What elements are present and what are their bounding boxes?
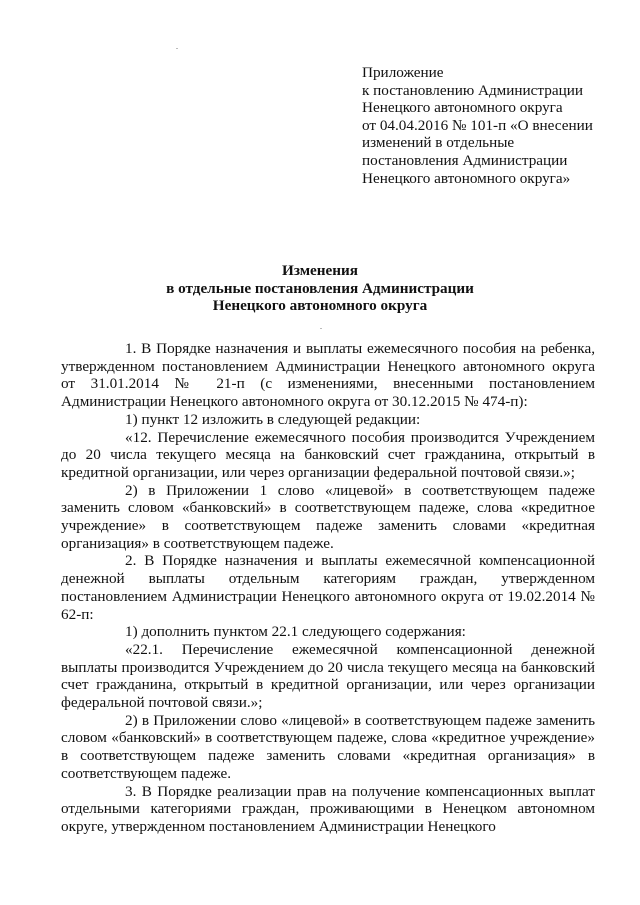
- title-line: Ненецкого автономного округа: [212, 297, 428, 315]
- document-body: [61, 340, 595, 836]
- appendix-line: Ненецкого автономного округа»: [362, 169, 571, 187]
- scan-speck: [320, 328, 322, 329]
- paragraph: 1. В Порядке назначения и выплаты ежемесячного пособия на ребенка, утвержденном постановлением Администрации Ненецкого автономного округа от 31.01.2014 № 21-п (с изменениями, внесенными постановлением Администрации Ненецкого автономного округа от 30.12.2015 № 474-п):: [61, 340, 595, 411]
- title-line: Изменения: [282, 262, 358, 279]
- paragraph: 1) дополнить пунктом 22.1 следующего содержания:: [125, 623, 466, 641]
- appendix-line: постановления Администрации: [362, 151, 568, 169]
- appendix-line: от 04.04.2016 № 101-п «О внесении: [362, 116, 593, 134]
- paragraph: 2. В Порядке назначения и выплаты ежемесячной компенсационной денежной выплаты отдельным категориям граждан, утвержденном постановлением Администрации Ненецкого автономного округа от 19.02.2014 № 62-п:: [61, 552, 595, 623]
- paragraph: 2) в Приложении 1 слово «лицевой» в соответствующем падеже заменить словом «банковский» в соответствующем падеже, слова «кредитное учреждение» в соответствующем падеже заменить словами «кредитная организация» в соответствующем падеже.: [61, 481, 595, 552]
- title-line: в отдельные постановления Администрации: [166, 279, 474, 297]
- scan-speck: [176, 48, 178, 49]
- appendix-line: Ненецкого автономного округа: [362, 99, 563, 117]
- appendix-header: [362, 64, 622, 187]
- paragraph: 3. В Порядке реализации прав на получение компенсационных выплат отдельными категориями граждан, проживающими в Ненецком автономном округе, утвержденном постановлением Администрации Ненецкого: [61, 782, 595, 835]
- document-title: [60, 262, 580, 315]
- paragraph: «22.1. Перечисление ежемесячной компенсационной денежной выплаты производится Учреждением до 20 числа текущего месяца на банковский счет гражданина, открытый в кредитной организации, или через организации федеральной почтовой связи.»;: [61, 640, 595, 712]
- appendix-line: изменений в отдельные: [362, 134, 515, 152]
- appendix-line: Приложение: [362, 64, 444, 81]
- paragraph: «12. Перечисление ежемесячного пособия производится Учреждением до 20 числа текущего месяца на банковский счет гражданина, открытый в кредитной организации, или через организации федеральной почтовой связи.»;: [61, 428, 595, 481]
- paragraph: 2) в Приложении слово «лицевой» в соответствующем падеже заменить словом «банковский» в соответствующем падеже, слова «кредитное учреждение» в соответствующем падеже заменить словами «кредитная организация» в соответствующем падеже.: [61, 711, 595, 782]
- paragraph: 1) пункт 12 изложить в следующей редакции:: [125, 410, 421, 428]
- appendix-line: к постановлению Администрации: [362, 81, 583, 99]
